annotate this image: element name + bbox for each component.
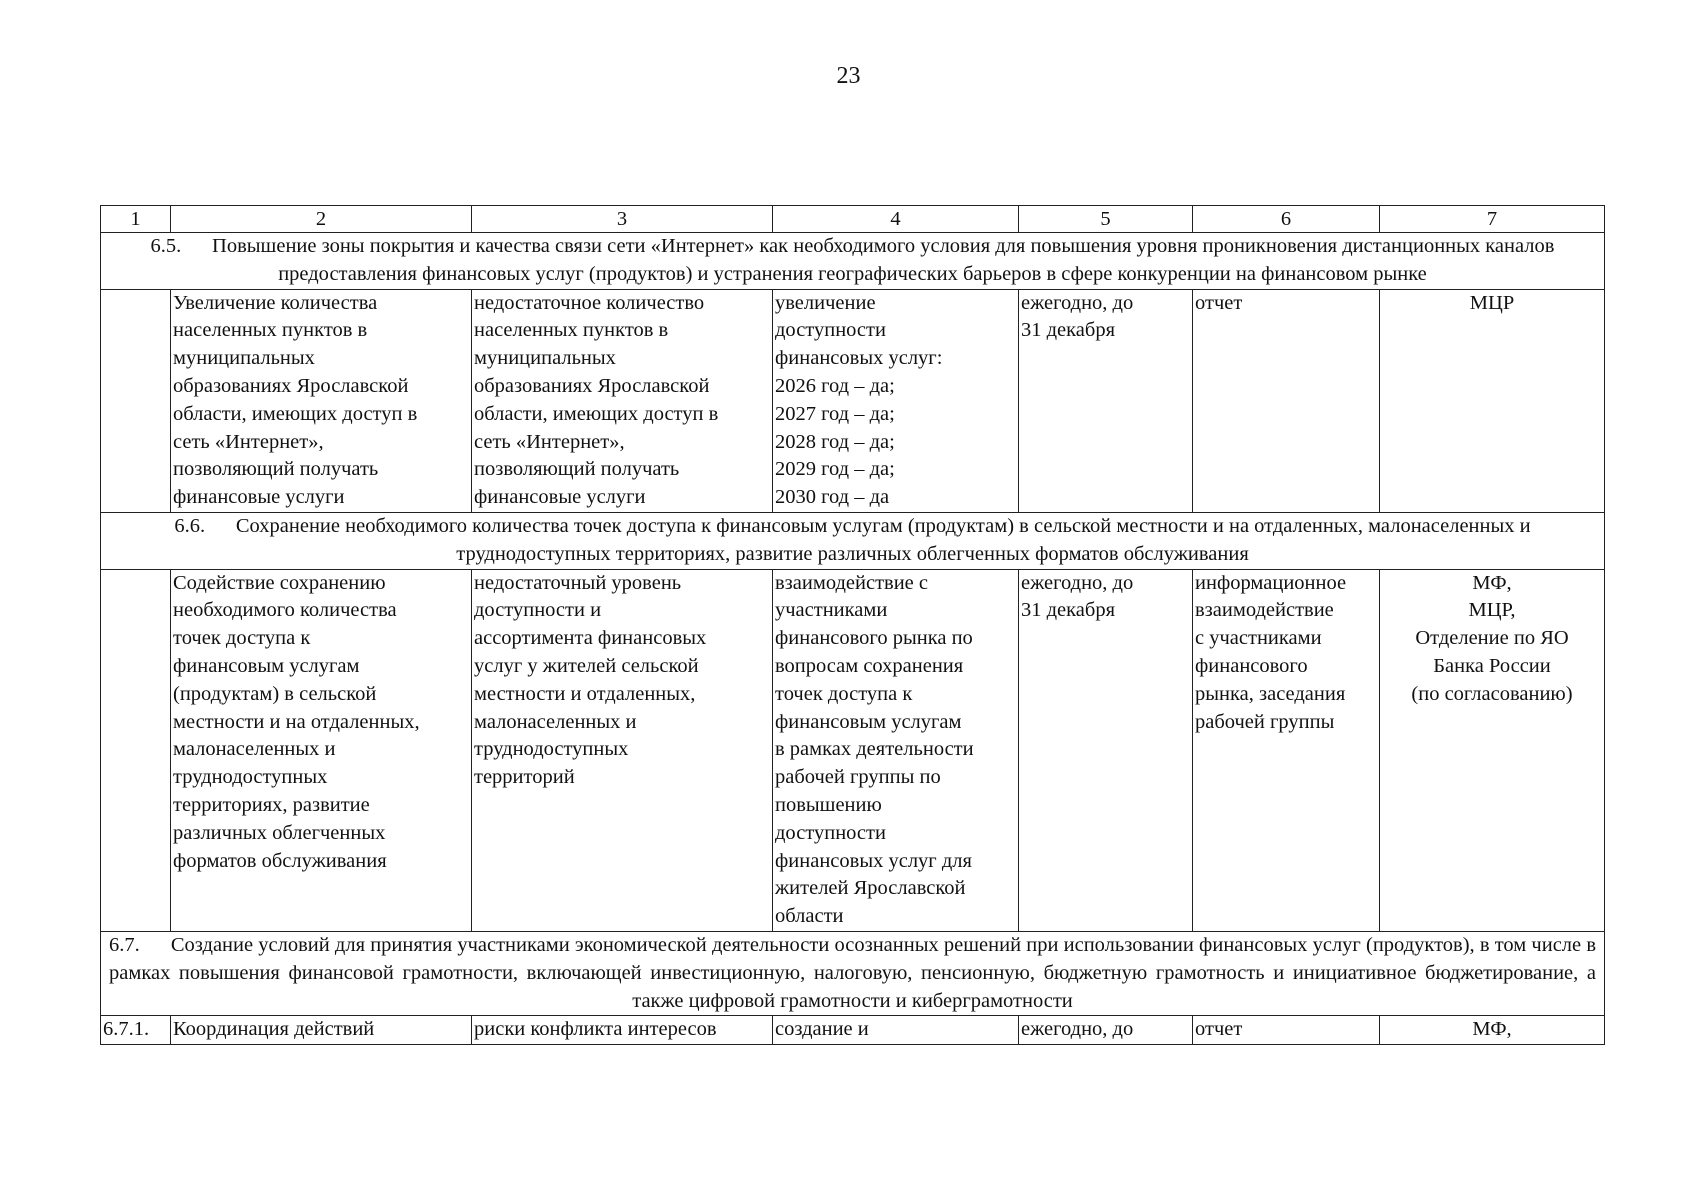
cell-measure: Содействие сохранению необходимого количества точек доступа к финансовым услугам (продуктам) в сельской местности и на отдаленных, малонаселенных и труднодоступных территориях, развитие различных облегченных форматов обслуживания (171, 569, 472, 931)
cell-document: отчет (1193, 289, 1380, 512)
cell-measure: Координация действий (171, 1016, 472, 1045)
cell-measure: Увеличение количества населенных пунктов в муниципальных образованиях Ярославской области, имеющих доступ в сеть «Интернет», позволяющий получать финансовые услуги (171, 289, 472, 512)
table-row (101, 1016, 1605, 1045)
column-header: 7 (1380, 206, 1605, 233)
section-heading (101, 512, 1605, 569)
cell-number (101, 569, 171, 931)
section-title: Создание условий для принятия участниками экономической деятельности осознанных решений при использовании финансовых услуг (продуктов), в том числе в рамках повышения финансовой грамотности, включающей инвестиционную, налоговую, пенсионную, бюджетную грамотность и инициативное бюджетирование, а также цифровой грамотности и киберграмотности (109, 933, 1596, 1012)
column-header: 2 (171, 206, 472, 233)
plan-table (100, 205, 1605, 1045)
cell-result: создание и (773, 1016, 1019, 1045)
section-heading-row (101, 931, 1605, 1015)
header-row (101, 206, 1605, 233)
section-heading (101, 233, 1605, 290)
cell-responsible: МФ, МЦР, Отделение по ЯО Банка России (по согласованию) (1380, 569, 1605, 931)
column-header: 1 (101, 206, 171, 233)
cell-deadline: ежегодно, до 31 декабря (1019, 289, 1193, 512)
cell-deadline: ежегодно, до (1019, 1016, 1193, 1045)
cell-problem: недостаточный уровень доступности и ассортимента финансовых услуг у жителей сельской местности и отдаленных, малонаселенных и труднодоступных территорий (472, 569, 773, 931)
page-number: 23 (836, 63, 861, 89)
cell-document: отчет (1193, 1016, 1380, 1045)
cell-deadline: ежегодно, до 31 декабря (1019, 569, 1193, 931)
section-number: 6.7. (109, 933, 140, 956)
section-number: 6.6. (174, 514, 206, 537)
cell-number (101, 289, 171, 512)
cell-problem: риски конфликта интересов (472, 1016, 773, 1045)
section-heading-row (101, 512, 1605, 569)
cell-responsible: МЦР (1380, 289, 1605, 512)
column-header: 3 (472, 206, 773, 233)
cell-document: информационное взаимодействие с участниками финансового рынка, заседания рабочей группы (1193, 569, 1380, 931)
cell-responsible: МФ, (1380, 1016, 1605, 1045)
cell-result: увеличение доступности финансовых услуг: 2026 год – да; 2027 год – да; 2028 год – да; 2029 год – да; 2030 год – да (773, 289, 1019, 512)
cell-result: взаимодействие с участниками финансового рынка по вопросам сохранения точек доступа к финансовым услугам в рамках деятельности рабочей группы по повышению доступности финансовых услуг для жителей Ярославской области (773, 569, 1019, 931)
column-header: 6 (1193, 206, 1380, 233)
section-number: 6.5. (150, 235, 182, 257)
section-title: Сохранение необходимого количества точек доступа к финансовым услугам (продуктам) в сельской местности и на отдаленных, малонаселенных и труднодоступных территориях, развитие различных облегченных форматов обслуживания (235, 514, 1531, 565)
table-row (101, 569, 1605, 931)
section-heading-row (101, 233, 1605, 290)
cell-problem: недостаточное количество населенных пунктов в муниципальных образованиях Ярославской области, имеющих доступ в сеть «Интернет», позволяющий получать финансовые услуги (472, 289, 773, 512)
section-heading (101, 931, 1605, 1015)
section-title: Повышение зоны покрытия и качества связи сети «Интернет» как необходимого условия для повышения уровня проникновения дистанционных каналов предоставления финансовых услуг (продуктов) и устранения географических барьеров в сфере конкуренции на финансовом рынке (212, 235, 1555, 285)
column-header: 4 (773, 206, 1019, 233)
table-row (101, 289, 1605, 512)
column-header: 5 (1019, 206, 1193, 233)
cell-number: 6.7.1. (101, 1016, 171, 1045)
